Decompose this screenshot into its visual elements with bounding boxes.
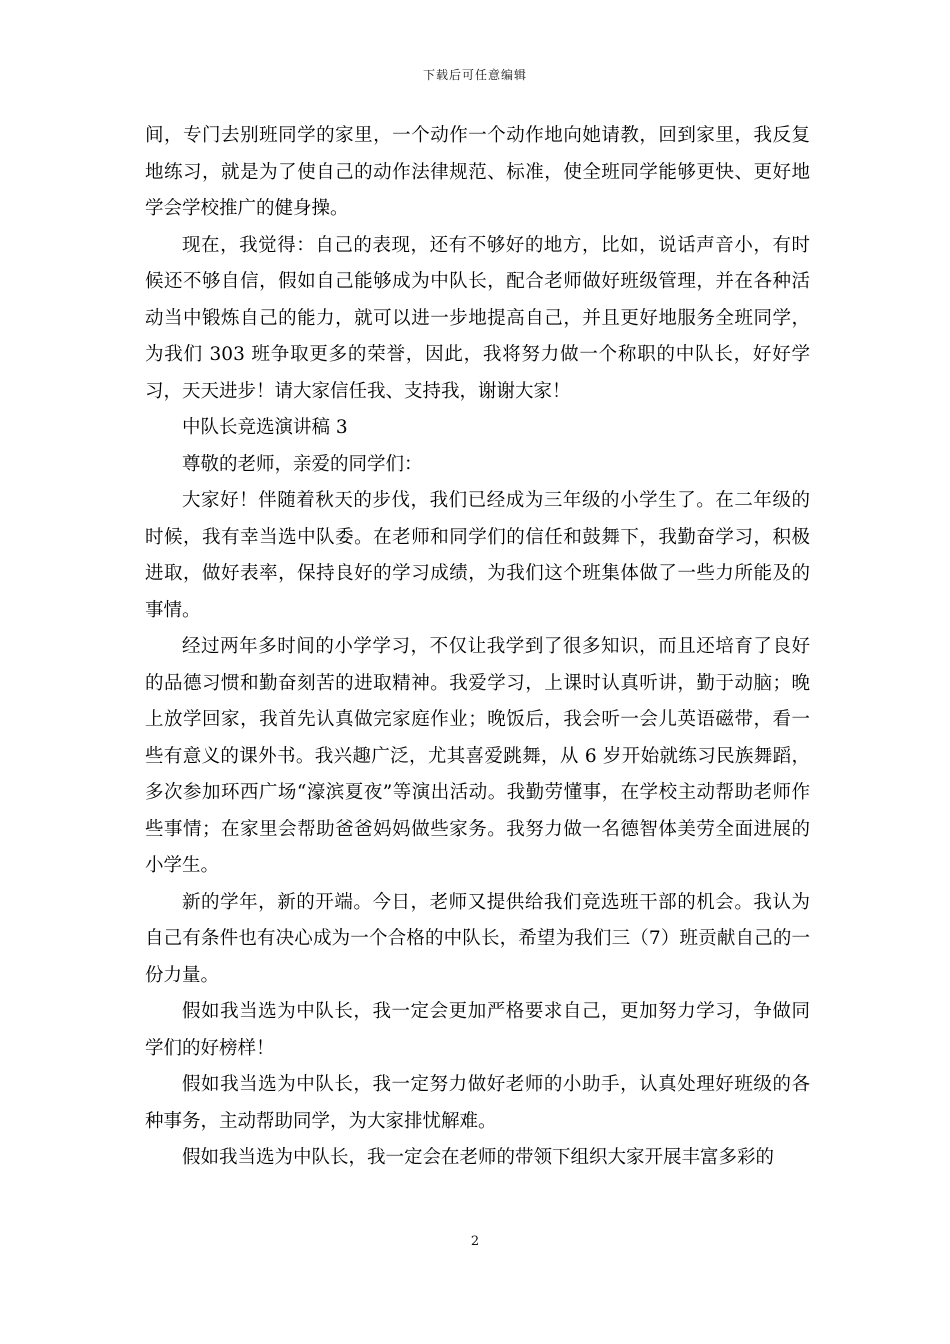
- paragraph: 假如我当选为中队长，我一定会更加严格要求自己，更加努力学习，争做同学们的好榜样！: [145, 1001, 810, 1059]
- page-number: 2: [470, 1234, 480, 1249]
- document-body: [145, 118, 810, 1177]
- paragraph: 假如我当选为中队长，我一定努力做好老师的小助手，认真处理好班级的各种事务，主动帮助同学，为大家排忧解难。: [145, 1074, 810, 1132]
- paragraph: 大家好！伴随着秋天的步伐，我们已经成为三年级的小学生了。在二年级的时候，我有幸当选中队委。在老师和同学们的信任和鼓舞下，我勤奋学习，积极进取，做好表率，保持良好的学习成绩，为我们这个班集体做了一些力所能及的事情。: [145, 490, 810, 621]
- salutation: 尊敬的老师，亲爱的同学们：: [182, 453, 423, 475]
- paragraph: 现在，我觉得：自己的表现，还有不够好的地方，比如，说话声音小，有时候还不够自信，假如自己能够成为中队长，配合老师做好班级管理，并在各种活动当中锻炼自己的能力，就可以进一步地提高自己，并且更好地服务全班同学，为我们 303 班争取更多的荣誉，因此，我将努力做一个称职的中队长，好好学习，天天进步！请大家信任我、支持我，谢谢大家！: [145, 234, 810, 402]
- section-title: 中队长竞选演讲稿 3: [182, 417, 348, 438]
- paragraph: 新的学年，新的开端。今日，老师又提供给我们竞选班干部的机会。我认为自己有条件也有决心成为一个合格的中队长，希望为我们三（7）班贡献自己的一份力量。: [145, 891, 810, 986]
- paragraph: 经过两年多时间的小学学习，不仅让我学到了很多知识，而且还培育了良好的品德习惯和勤奋刻苦的进取精神。我爱学习，上课时认真听讲，勤于动脑；晚上放学回家，我首先认真做完家庭作业；晚饭后，我会听一会儿英语磁带，看一些有意义的课外书。我兴趣广泛，尤其喜爱跳舞，从 6 岁开始就练习民族舞蹈，多次参加环西广场“濠滨夏夜”等演出活动。我勤劳懂事，在学校主动帮助老师作些事情；在家里会帮助爸爸妈妈做些家务。我努力做一名德智体美劳全面进展的小学生。: [145, 636, 810, 876]
- paragraph: 间，专门去别班同学的家里，一个动作一个动作地向她请教，回到家里，我反复地练习，就是为了使自己的动作法律规范、标准，使全班同学能够更快、更好地学会学校推广的健身操。: [145, 125, 810, 219]
- paragraph: 假如我当选为中队长，我一定会在老师的带领下组织大家开展丰富多彩的: [182, 1147, 775, 1168]
- page-header: 下载后可任意编辑: [422, 68, 527, 82]
